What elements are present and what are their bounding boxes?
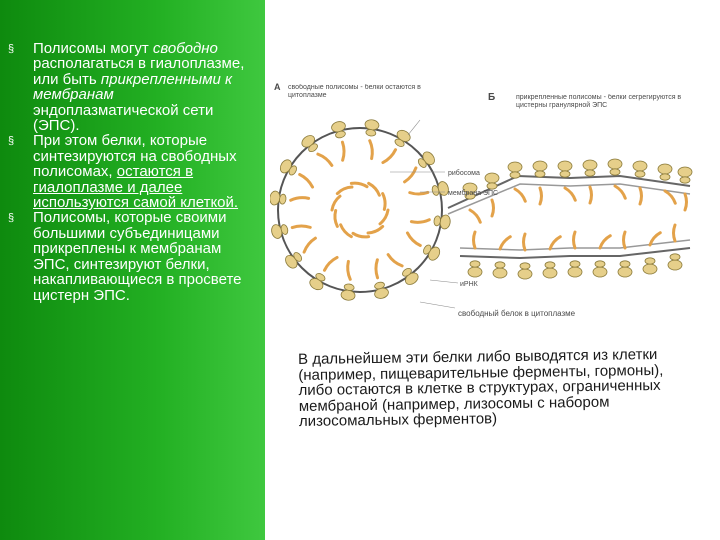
ribosome-small-subunit <box>520 263 530 269</box>
ribosome-large-subunit <box>543 268 557 278</box>
protein-chain <box>600 236 610 248</box>
protein-chain <box>550 237 560 249</box>
bullet-item-2: § При этом белки, которые синтезируются на свободных полисомах, остаются в гиалоплазме и далее используются самой клеткой. <box>8 132 239 212</box>
protein-chain <box>332 196 340 210</box>
protein-chain <box>341 225 352 237</box>
ribosome-large-subunit <box>658 164 672 174</box>
polysome-diagram <box>270 80 710 328</box>
ribosome-large-subunit <box>643 264 657 274</box>
ribosome-small-subunit <box>635 171 645 177</box>
ribosome <box>493 262 507 278</box>
protein-chain <box>411 220 429 223</box>
protein-chain <box>640 188 642 204</box>
panel-a-letter: А <box>274 82 281 92</box>
bullet-item-3: § Полисомы, которые своими большими субъединицами прикреплены к мембранам ЭПС, синтезируют белки, накапливающиеся в просвете цистерн ЭПС. <box>8 209 242 304</box>
protein-chain <box>369 183 380 195</box>
membrane-label: мембрана ЭПС <box>448 190 499 197</box>
ribosome-small-subunit <box>595 261 605 267</box>
protein-chain <box>515 189 525 201</box>
ribosome <box>485 173 499 189</box>
ribosome <box>308 271 328 292</box>
er-lumen-proteins <box>470 186 687 250</box>
protein-chain <box>348 261 351 279</box>
ribosome <box>278 158 299 178</box>
pointer-line <box>420 302 455 308</box>
protein-chain <box>342 142 344 160</box>
ribosome-large-subunit <box>583 160 597 170</box>
mrna-circle <box>278 128 442 292</box>
ribosome-small-subunit <box>585 170 595 176</box>
protein-chain <box>470 210 480 222</box>
ribosome <box>678 167 692 183</box>
ribosome <box>593 261 607 277</box>
ribosome-label: рибосома <box>448 170 480 177</box>
protein-chain <box>376 260 378 278</box>
ribosome <box>633 161 647 177</box>
free-proteins <box>291 141 430 280</box>
protein-chain <box>615 186 625 198</box>
ribosome-large-subunit <box>633 161 647 171</box>
pointer-line <box>430 280 458 283</box>
ribosome-ring <box>270 119 451 301</box>
protein-chain <box>335 211 337 227</box>
ribosome-large-subunit <box>518 269 532 279</box>
ribosome <box>568 261 582 277</box>
ribosome <box>583 160 597 176</box>
ribosome <box>643 258 657 274</box>
ribosome-large-subunit <box>593 267 607 277</box>
panel-a-label: свободные полисомы - белки остаются в цитоплазме <box>288 84 421 99</box>
ribosome-large-subunit <box>468 267 482 277</box>
ribosome-small-subunit <box>620 261 630 267</box>
ribosome-small-subunit <box>560 171 570 177</box>
bullet-item-1: § Полисомы могут свободно располагаться в гиалоплазме, или быть прикрепленными к мембранам эндоплазматической сети (ЭПС). <box>8 40 245 135</box>
ribosome-small-subunit <box>570 261 580 267</box>
panel-b-label: прикрепленные полисомы - белки сегрегируются в цистерны гранулярной ЭПС <box>516 94 682 109</box>
ribosome-large-subunit <box>678 167 692 177</box>
ribosome-small-subunit <box>660 174 670 180</box>
protein-chain <box>524 234 526 250</box>
ribosome-small-subunit <box>680 177 690 183</box>
ribosome-large-subunit <box>485 173 499 183</box>
ribosome <box>508 162 522 178</box>
bullet-marker: § <box>8 43 15 55</box>
ribosome <box>543 262 557 278</box>
green-sidebar <box>0 0 265 540</box>
protein-chain <box>304 238 315 252</box>
panel-b-letter: Б <box>488 92 496 103</box>
polysome-illustration <box>270 80 710 328</box>
bullet-list <box>8 41 260 303</box>
ribosome <box>533 161 547 177</box>
protein-chain <box>353 233 369 237</box>
protein-chain <box>407 233 420 246</box>
ribosome <box>392 128 412 149</box>
bullet-marker: § <box>8 212 15 225</box>
ribosome-small-subunit <box>645 258 655 264</box>
protein-chain <box>300 174 313 187</box>
protein-chain <box>368 226 383 233</box>
ribosome <box>421 242 442 262</box>
protein-chain <box>318 154 332 165</box>
protein-chain <box>351 183 367 187</box>
protein-chain <box>674 225 676 241</box>
protein-chain <box>370 141 373 159</box>
protein-chain <box>624 232 626 248</box>
caption-text: В дальнейшем эти белки либо выводятся из клетки (например, пищеварительные ферменты, гормоны), либо остаются в клетке в структурах, ограниченных мембраной (например, лизосомы с набором лизосомальных ферментов) <box>297 345 664 430</box>
protein-chain <box>292 226 310 228</box>
protein-chain <box>574 232 576 248</box>
ribosome <box>608 159 622 175</box>
protein-chain <box>383 150 396 163</box>
ribosome-small-subunit <box>470 261 480 267</box>
ribosome-small-subunit <box>545 262 555 268</box>
ribosome <box>658 164 672 180</box>
ribosome <box>468 261 482 277</box>
ribosome-small-subunit <box>495 262 505 268</box>
ribosome-small-subunit <box>535 171 545 177</box>
bullet-marker: § <box>8 135 15 148</box>
ribosome <box>668 254 682 270</box>
ribosome <box>618 261 632 277</box>
ribosome-small-subunit <box>487 183 497 189</box>
ribosome-large-subunit <box>533 161 547 171</box>
ribosome-large-subunit <box>568 267 582 277</box>
protein-chain <box>410 192 428 194</box>
ribosome <box>558 161 572 177</box>
ribosome-large-subunit <box>668 260 682 270</box>
ribosome-large-subunit <box>508 162 522 172</box>
ribosome <box>518 263 532 279</box>
ribosome-large-subunit <box>558 161 572 171</box>
protein-chain <box>665 191 675 203</box>
ribosome-large-subunit <box>493 268 507 278</box>
panel-a-label-box <box>288 84 438 110</box>
ribosome-large-subunit <box>618 267 632 277</box>
protein-chain <box>500 237 510 249</box>
ribosome-small-subunit <box>670 254 680 260</box>
ribosome-small-subunit <box>510 172 520 178</box>
free-protein-label: свободный белок в цитоплазме <box>458 309 576 318</box>
protein-chain <box>492 200 494 216</box>
er-membrane-top-inner <box>448 184 690 214</box>
protein-chain <box>337 187 352 194</box>
protein-chain <box>291 198 309 201</box>
protein-chain <box>474 232 476 248</box>
ribosome-large-subunit <box>608 159 622 169</box>
panel-b-label-box <box>516 94 696 120</box>
protein-chain <box>565 188 575 200</box>
protein-chain <box>324 257 337 270</box>
mrna-label: иРНК <box>460 281 478 288</box>
pointer-line <box>408 120 420 135</box>
protein-chain <box>590 187 592 203</box>
protein-chain <box>540 188 542 204</box>
protein-chain <box>405 168 416 182</box>
protein-chain <box>388 255 402 266</box>
protein-chain <box>383 194 385 210</box>
protein-chain <box>685 194 687 210</box>
ribosome-small-subunit <box>610 169 620 175</box>
protein-chain <box>380 210 388 224</box>
